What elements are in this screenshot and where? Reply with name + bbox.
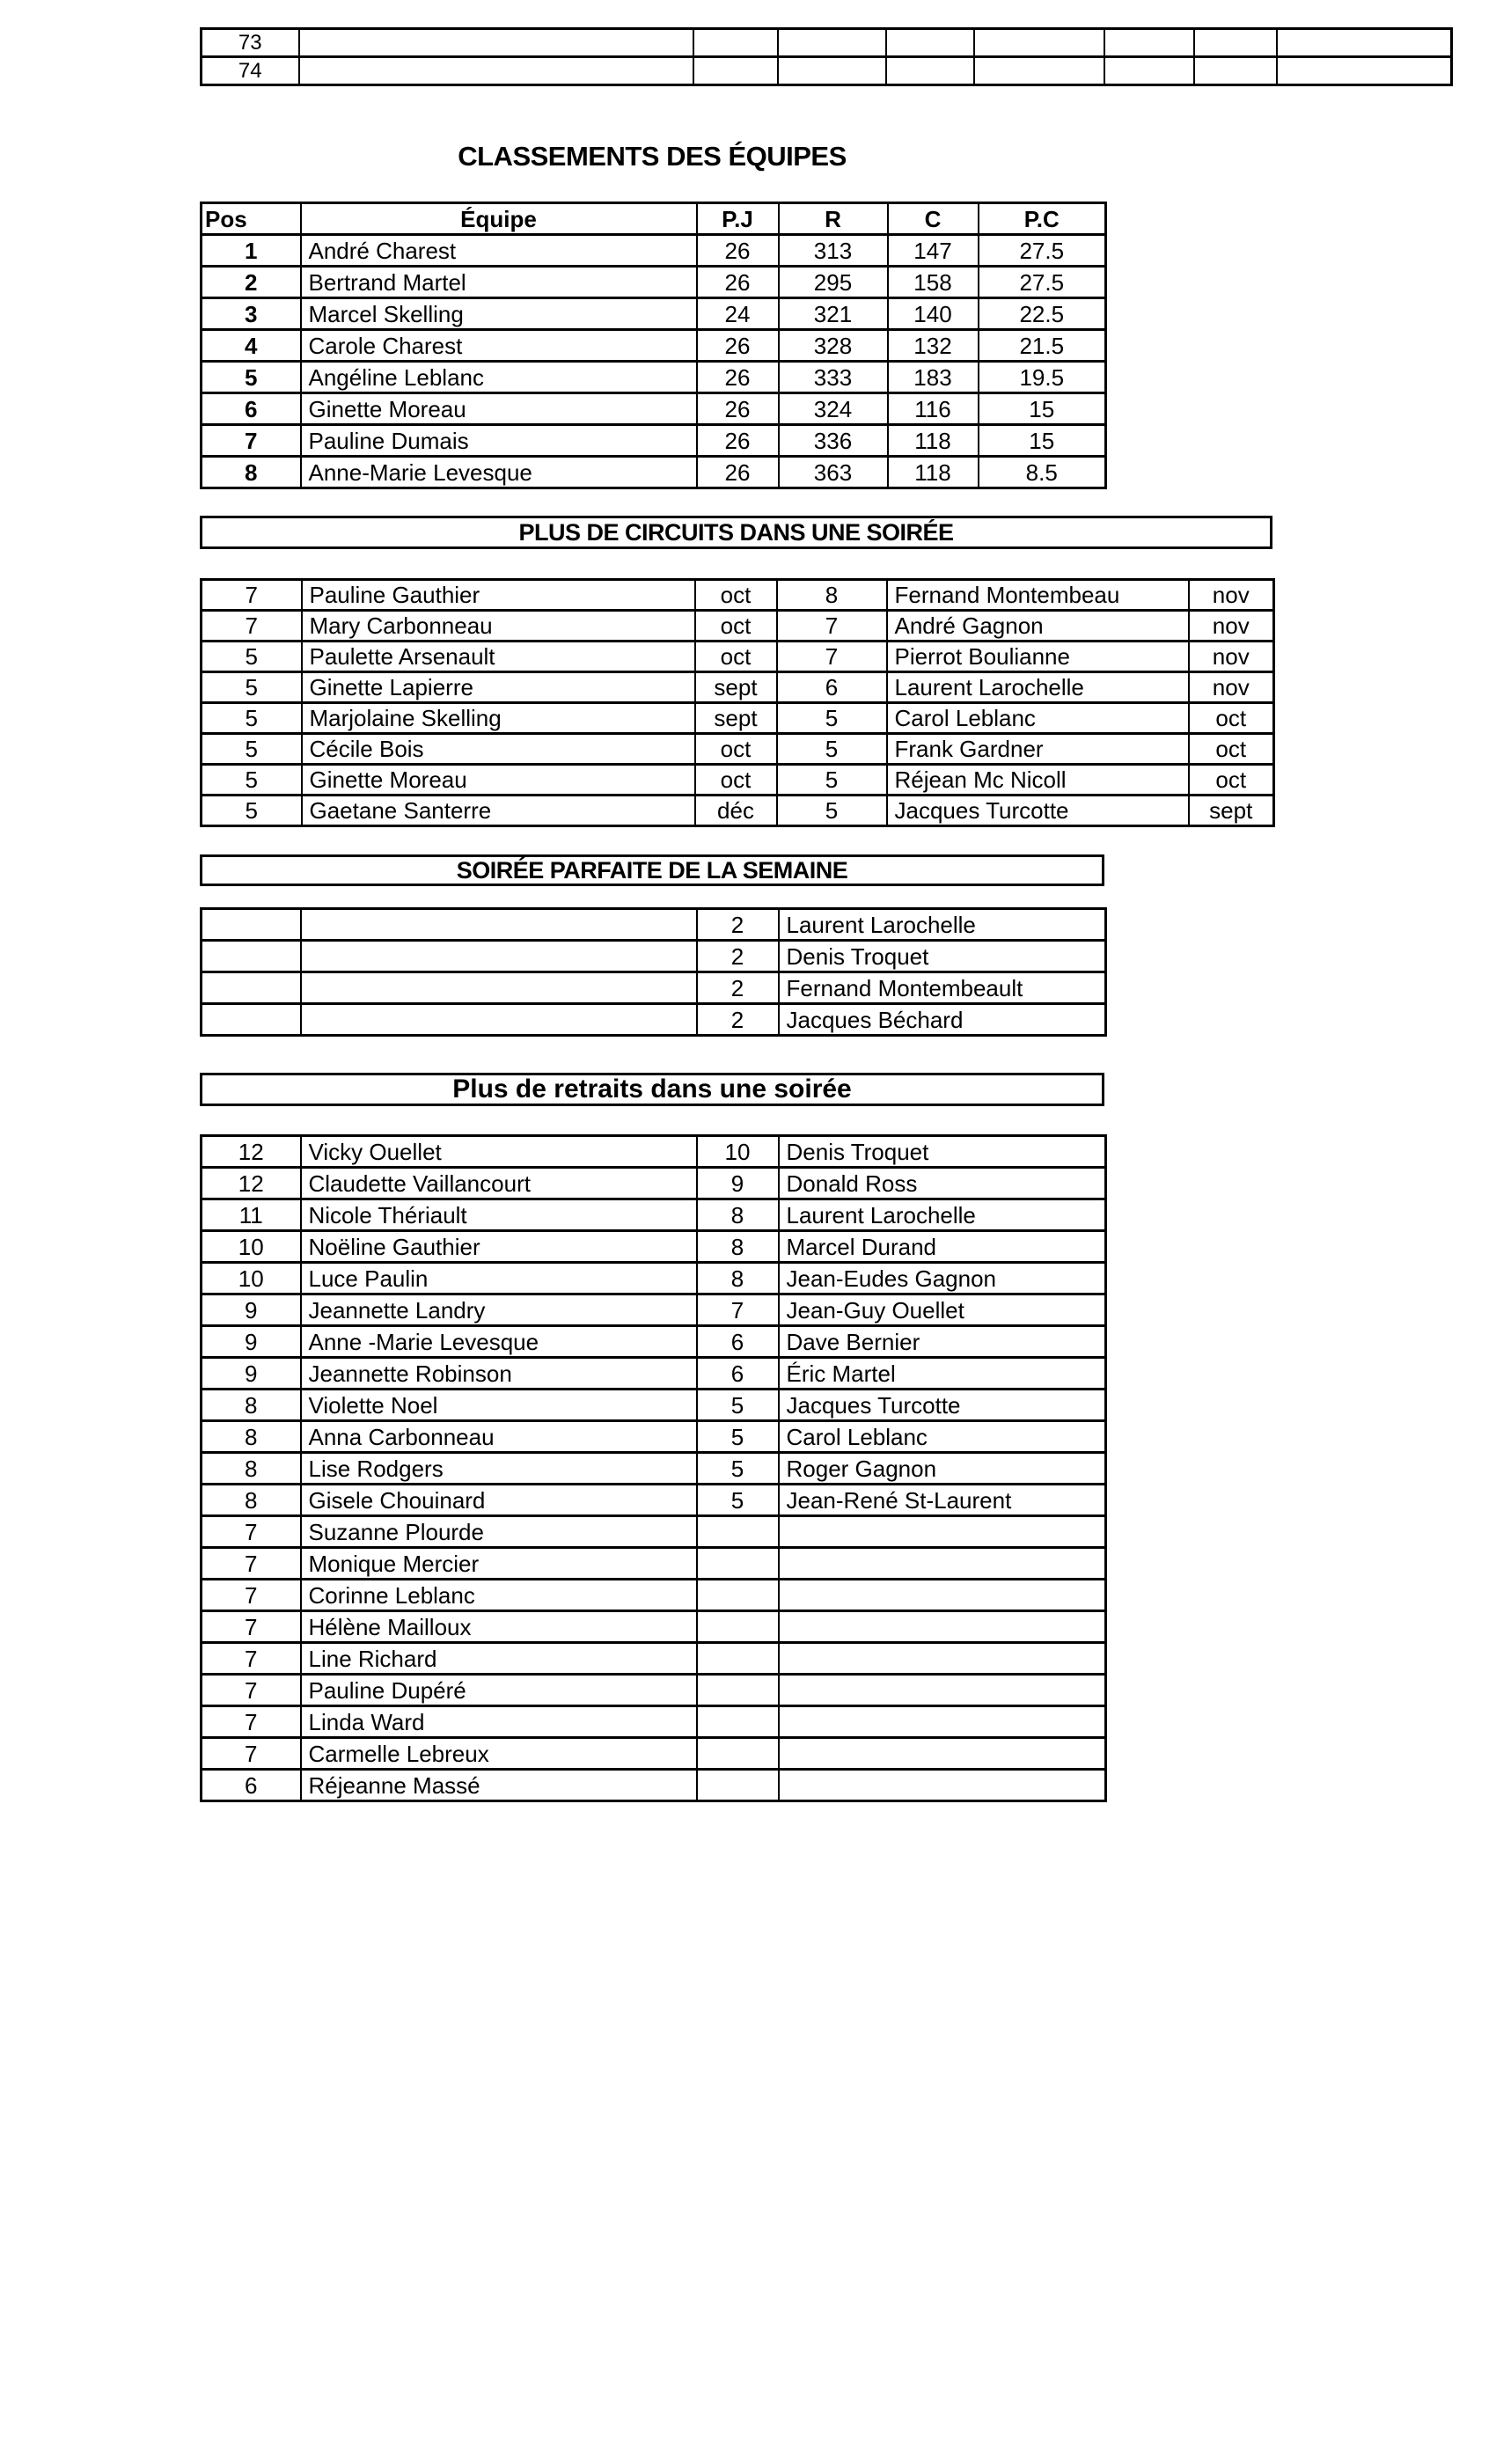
table-cell [779, 1706, 1106, 1738]
table-cell: 132 [888, 330, 979, 362]
table-cell [1194, 29, 1277, 57]
table-cell: 9 [202, 1294, 301, 1326]
table-cell: Marcel Durand [779, 1231, 1106, 1263]
table-row [202, 611, 1274, 642]
table-cell: 10 [202, 1231, 301, 1263]
table-row [202, 1358, 1106, 1390]
table-cell: 5 [202, 765, 302, 796]
header-c: C [888, 203, 979, 235]
table-cell [697, 1738, 779, 1770]
table-row [202, 267, 1106, 298]
table-cell: 1 [202, 235, 301, 267]
table-cell: Denis Troquet [779, 1136, 1106, 1168]
table-cell [697, 1706, 779, 1738]
table-cell: 12 [202, 1168, 301, 1199]
table-cell: Nicole Thériault [301, 1199, 697, 1231]
table-row [202, 1168, 1106, 1199]
table-cell: Line Richard [301, 1643, 697, 1675]
table-row [202, 1580, 1106, 1611]
table-cell: 10 [202, 1263, 301, 1294]
table-cell: Laurent Larochelle [779, 1199, 1106, 1231]
table-cell: 11 [202, 1199, 301, 1231]
table-cell: Donald Ross [779, 1168, 1106, 1199]
table-row [202, 1421, 1106, 1453]
table-cell: Suzanne Plourde [301, 1516, 697, 1548]
table-cell: nov [1189, 580, 1274, 611]
table-cell: 328 [779, 330, 888, 362]
table-cell: oct [695, 734, 777, 765]
table-cell [697, 1580, 779, 1611]
table-cell: 2 [202, 267, 301, 298]
table-cell: 118 [888, 457, 979, 488]
table-row [202, 425, 1106, 457]
table-cell: 5 [202, 362, 301, 393]
table-row [202, 330, 1106, 362]
table-row [202, 235, 1106, 267]
table-cell [974, 57, 1104, 85]
table-cell [886, 29, 974, 57]
retraits-table [200, 1134, 1107, 1802]
table-cell: Hélène Mailloux [301, 1611, 697, 1643]
table-cell: Fernand Montembeault [779, 972, 1106, 1004]
table-cell: 5 [777, 765, 887, 796]
table-cell: 5 [202, 734, 302, 765]
table-cell: 26 [697, 393, 779, 425]
table-cell: 5 [697, 1390, 779, 1421]
table-cell [697, 1643, 779, 1675]
table-row [202, 765, 1274, 796]
table-row [202, 1516, 1106, 1548]
table-cell: 8 [697, 1199, 779, 1231]
table-cell [974, 29, 1104, 57]
circuits-banner-label: PLUS DE CIRCUITS DANS UNE SOIRÉE [518, 518, 954, 546]
classements-title: CLASSEMENTS DES ÉQUIPES [458, 141, 847, 172]
table-cell: 24 [697, 298, 779, 330]
table-row [202, 1136, 1106, 1168]
table-cell: 5 [202, 642, 302, 672]
table-cell: 8 [202, 1453, 301, 1485]
table-cell: Jean-Eudes Gagnon [779, 1263, 1106, 1294]
table-cell: 321 [779, 298, 888, 330]
table-cell: 2 [697, 909, 779, 941]
table-cell: 2 [697, 941, 779, 972]
table-cell: 4 [202, 330, 301, 362]
table-cell: Jeannette Landry [301, 1294, 697, 1326]
table-cell: 15 [979, 393, 1106, 425]
table-row [202, 1390, 1106, 1421]
table-cell: 8 [697, 1231, 779, 1263]
table-cell: 26 [697, 235, 779, 267]
table-cell: Réjean Mc Nicoll [887, 765, 1189, 796]
table-cell: oct [695, 642, 777, 672]
table-cell: 5 [202, 703, 302, 734]
header-pc: P.C [979, 203, 1106, 235]
table-cell: Anne-Marie Levesque [301, 457, 697, 488]
table-row [202, 457, 1106, 488]
header-r: R [779, 203, 888, 235]
table-cell: Réjeanne Massé [301, 1770, 697, 1801]
table-cell: Angéline Leblanc [301, 362, 697, 393]
table-cell: oct [695, 580, 777, 611]
table-cell: oct [695, 611, 777, 642]
table-cell [697, 1516, 779, 1548]
table-cell: oct [1189, 703, 1274, 734]
table-cell: Mary Carbonneau [302, 611, 695, 642]
table-cell: 12 [202, 1136, 301, 1168]
table-cell: 7 [202, 1580, 301, 1611]
table-cell: Luce Paulin [301, 1263, 697, 1294]
table-cell: 26 [697, 330, 779, 362]
table-cell: Linda Ward [301, 1706, 697, 1738]
table-cell: 7 [697, 1294, 779, 1326]
table-cell: Noëline Gauthier [301, 1231, 697, 1263]
table-cell [1277, 57, 1452, 85]
table-cell: oct [695, 765, 777, 796]
table-cell: 147 [888, 235, 979, 267]
table-cell: Lise Rodgers [301, 1453, 697, 1485]
table-cell: 7 [202, 580, 302, 611]
score-sheet-table [200, 27, 1453, 86]
table-cell [697, 1548, 779, 1580]
parfaite-banner [200, 854, 1104, 886]
table-cell: Dave Bernier [779, 1326, 1106, 1358]
table-cell: 5 [697, 1485, 779, 1516]
table-cell [693, 29, 778, 57]
table-cell: Ginette Lapierre [302, 672, 695, 703]
table-cell [778, 29, 886, 57]
table-row [202, 57, 1452, 85]
table-cell: 2 [697, 972, 779, 1004]
table-row [202, 1263, 1106, 1294]
table-cell: André Charest [301, 235, 697, 267]
table-cell: Monique Mercier [301, 1548, 697, 1580]
table-cell [779, 1770, 1106, 1801]
table-row [202, 393, 1106, 425]
table-cell: Jacques Turcotte [887, 796, 1189, 826]
table-cell: 73 [202, 29, 299, 57]
table-cell: Roger Gagnon [779, 1453, 1106, 1485]
table-cell: 336 [779, 425, 888, 457]
table-cell: 6 [697, 1358, 779, 1390]
table-cell: Corinne Leblanc [301, 1580, 697, 1611]
table-cell: 7 [777, 611, 887, 642]
table-cell: 9 [202, 1358, 301, 1390]
table-cell: Jean-Guy Ouellet [779, 1294, 1106, 1326]
table-cell [886, 57, 974, 85]
table-cell: 2 [697, 1004, 779, 1036]
table-cell [779, 1516, 1106, 1548]
table-cell: Ginette Moreau [302, 765, 695, 796]
table-row [202, 941, 1106, 972]
table-cell: oct [1189, 765, 1274, 796]
table-cell [693, 57, 778, 85]
table-cell: Ginette Moreau [301, 393, 697, 425]
table-row [202, 362, 1106, 393]
table-cell [697, 1675, 779, 1706]
table-cell: Jean-René St-Laurent [779, 1485, 1106, 1516]
table-cell: 363 [779, 457, 888, 488]
table-cell: Gisele Chouinard [301, 1485, 697, 1516]
table-cell: 6 [697, 1326, 779, 1358]
table-cell: 21.5 [979, 330, 1106, 362]
parfaite-banner-label: SOIRÉE PARFAITE DE LA SEMAINE [456, 856, 848, 884]
table-cell: Violette Noel [301, 1390, 697, 1421]
table-cell: 7 [202, 1675, 301, 1706]
table-cell [1277, 29, 1452, 57]
table-cell: Claudette Vaillancourt [301, 1168, 697, 1199]
table-row [202, 703, 1274, 734]
table-cell: Frank Gardner [887, 734, 1189, 765]
table-cell: Carol Leblanc [887, 703, 1189, 734]
table-row [202, 1738, 1106, 1770]
table-row [202, 972, 1106, 1004]
table-cell: nov [1189, 642, 1274, 672]
table-cell: 27.5 [979, 267, 1106, 298]
table-cell: 116 [888, 393, 979, 425]
table-row [202, 1548, 1106, 1580]
table-cell: 19.5 [979, 362, 1106, 393]
header-pos: Pos [202, 203, 301, 235]
table-cell [779, 1580, 1106, 1611]
table-cell: 26 [697, 425, 779, 457]
table-cell: 9 [202, 1326, 301, 1358]
table-cell: Denis Troquet [779, 941, 1106, 972]
table-cell: 8 [202, 1485, 301, 1516]
table-row [202, 298, 1106, 330]
parfaite-table [200, 907, 1107, 1037]
table-cell: 7 [202, 1706, 301, 1738]
table-cell: Marjolaine Skelling [302, 703, 695, 734]
table-cell: Carole Charest [301, 330, 697, 362]
table-cell: Cécile Bois [302, 734, 695, 765]
table-cell: 5 [202, 672, 302, 703]
table-cell: 140 [888, 298, 979, 330]
table-cell: 295 [779, 267, 888, 298]
table-cell: 333 [779, 362, 888, 393]
table-cell: 7 [777, 642, 887, 672]
table-cell: 26 [697, 362, 779, 393]
retraits-banner [200, 1073, 1104, 1106]
circuits-table [200, 578, 1275, 827]
classements-table [200, 202, 1107, 489]
table-row [202, 642, 1274, 672]
table-cell [779, 1643, 1106, 1675]
table-row [202, 734, 1274, 765]
table-cell [202, 972, 301, 1004]
table-cell: Laurent Larochelle [779, 909, 1106, 941]
table-cell: 22.5 [979, 298, 1106, 330]
table-cell: Bertrand Martel [301, 267, 697, 298]
table-row [202, 1706, 1106, 1738]
table-cell: 8.5 [979, 457, 1106, 488]
table-cell [1104, 57, 1194, 85]
table-cell: Pauline Dupéré [301, 1675, 697, 1706]
table-cell: 26 [697, 457, 779, 488]
table-cell: 8 [777, 580, 887, 611]
table-cell: Jeannette Robinson [301, 1358, 697, 1390]
table-cell: 313 [779, 235, 888, 267]
table-cell: Gaetane Santerre [302, 796, 695, 826]
table-cell: 7 [202, 1643, 301, 1675]
table-cell: 7 [202, 1548, 301, 1580]
table-cell: déc [695, 796, 777, 826]
table-cell [301, 1004, 697, 1036]
table-cell: 8 [697, 1263, 779, 1294]
table-cell: 5 [202, 796, 302, 826]
table-cell: 15 [979, 425, 1106, 457]
table-cell: Pauline Dumais [301, 425, 697, 457]
table-cell: Pierrot Boulianne [887, 642, 1189, 672]
table-row [202, 1231, 1106, 1263]
table-row [202, 1004, 1106, 1036]
table-cell: Paulette Arsenault [302, 642, 695, 672]
table-cell: 6 [202, 1770, 301, 1801]
retraits-banner-label: Plus de retraits dans une soirée [452, 1074, 852, 1104]
table-cell: 9 [697, 1168, 779, 1199]
table-cell: 26 [697, 267, 779, 298]
table-cell [301, 909, 697, 941]
table-cell: 158 [888, 267, 979, 298]
table-row [202, 796, 1274, 826]
table-cell: nov [1189, 672, 1274, 703]
table-cell [1194, 57, 1277, 85]
table-cell: nov [1189, 611, 1274, 642]
table-cell: sept [1189, 796, 1274, 826]
table-cell: 8 [202, 1421, 301, 1453]
table-cell: Carmelle Lebreux [301, 1738, 697, 1770]
table-cell: Vicky Ouellet [301, 1136, 697, 1168]
table-row [202, 1675, 1106, 1706]
table-cell [779, 1738, 1106, 1770]
table-cell: 5 [697, 1421, 779, 1453]
table-cell: André Gagnon [887, 611, 1189, 642]
table-cell [779, 1675, 1106, 1706]
table-cell: 27.5 [979, 235, 1106, 267]
table-row [202, 1485, 1106, 1516]
table-cell [697, 1611, 779, 1643]
table-cell: 7 [202, 1611, 301, 1643]
table-row [202, 580, 1274, 611]
table-cell: 8 [202, 457, 301, 488]
table-cell: 183 [888, 362, 979, 393]
header-equipe: Équipe [301, 203, 697, 235]
table-cell: 7 [202, 425, 301, 457]
table-cell [1104, 29, 1194, 57]
table-cell [301, 972, 697, 1004]
table-cell [301, 941, 697, 972]
table-cell [779, 1611, 1106, 1643]
table-cell: 74 [202, 57, 299, 85]
table-cell: 7 [202, 611, 302, 642]
table-cell: 118 [888, 425, 979, 457]
table-cell: 5 [697, 1453, 779, 1485]
table-cell: Anne -Marie Levesque [301, 1326, 697, 1358]
table-row [202, 1326, 1106, 1358]
table-cell [202, 941, 301, 972]
table-row [202, 1453, 1106, 1485]
table-cell: 6 [777, 672, 887, 703]
table-cell: sept [695, 703, 777, 734]
table-cell: sept [695, 672, 777, 703]
table-cell: 8 [202, 1390, 301, 1421]
table-row [202, 909, 1106, 941]
table-row [202, 1199, 1106, 1231]
table-row [202, 1643, 1106, 1675]
table-row [202, 29, 1452, 57]
table-cell: Marcel Skelling [301, 298, 697, 330]
table-cell: Anna Carbonneau [301, 1421, 697, 1453]
table-cell [779, 1548, 1106, 1580]
table-cell: 3 [202, 298, 301, 330]
circuits-banner [200, 516, 1272, 549]
table-cell: oct [1189, 734, 1274, 765]
table-cell [299, 57, 693, 85]
table-cell [202, 1004, 301, 1036]
table-cell [778, 57, 886, 85]
table-cell: Jacques Béchard [779, 1004, 1106, 1036]
table-row [202, 672, 1274, 703]
header-pj: P.J [697, 203, 779, 235]
table-row [202, 1770, 1106, 1801]
table-row [202, 1294, 1106, 1326]
table-cell [299, 29, 693, 57]
table-cell: 5 [777, 734, 887, 765]
table-cell: Laurent Larochelle [887, 672, 1189, 703]
table-cell: Jacques Turcotte [779, 1390, 1106, 1421]
table-cell [202, 909, 301, 941]
table-cell: Carol Leblanc [779, 1421, 1106, 1453]
table-row [202, 1611, 1106, 1643]
table-cell: 324 [779, 393, 888, 425]
table-cell: 6 [202, 393, 301, 425]
table-cell: Pauline Gauthier [302, 580, 695, 611]
table-cell: Fernand Montembeau [887, 580, 1189, 611]
table-cell: 5 [777, 703, 887, 734]
table-cell: Éric Martel [779, 1358, 1106, 1390]
table-cell: 10 [697, 1136, 779, 1168]
table-cell: 7 [202, 1738, 301, 1770]
classements-header-row [202, 203, 1106, 235]
table-cell [697, 1770, 779, 1801]
table-cell: 7 [202, 1516, 301, 1548]
table-cell: 5 [777, 796, 887, 826]
